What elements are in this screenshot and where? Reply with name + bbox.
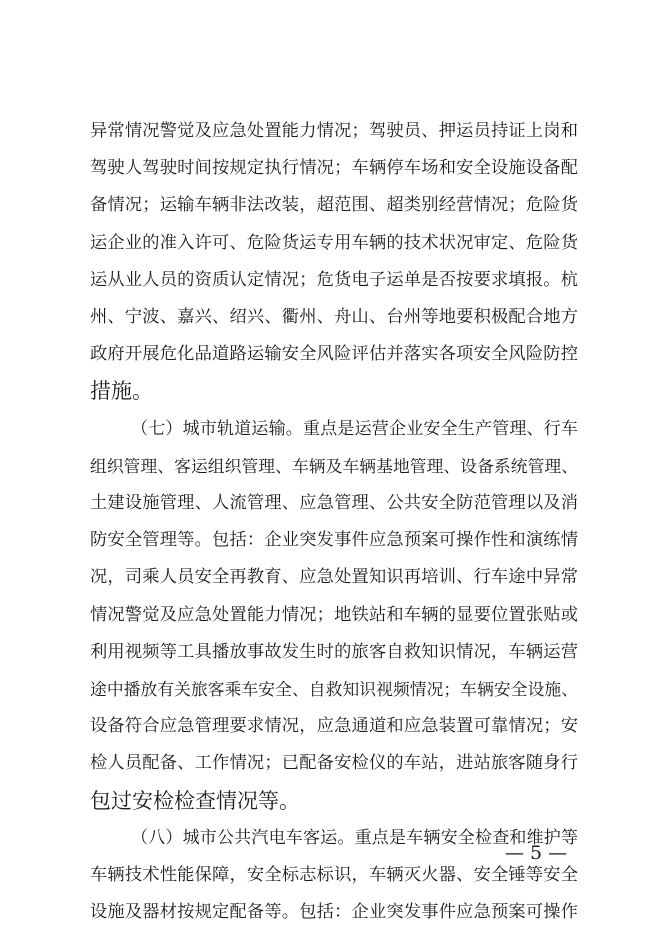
paragraph-line: 备情况；运输车辆非法改装，超范围、超类别经营情况；危险货: [90, 195, 578, 216]
paragraph-line: 措施。: [90, 379, 153, 404]
paragraph-line: 设施及器材按规定配备等。包括：企业突发事件应急预案可操作: [90, 902, 578, 923]
section-8-first-line-text: 重点是车辆安全检查和维护等: [354, 827, 579, 848]
paragraph-line: 运从业人员的资质认定情况；危货电子运单是否按要求填报。杭: [90, 269, 578, 290]
paragraph-line: 设备符合应急管理要求情况，应急通道和应急装置可靠情况；安: [90, 716, 578, 737]
paragraph-line: 州、宁波、嘉兴、绍兴、衢州、舟山、台州等地要积极配合地方: [90, 307, 578, 327]
section-7-heading: （七）城市轨道运输。: [131, 418, 303, 439]
paragraph-line: 驾驶人驾驶时间按规定执行情况；车辆停车场和安全设施设备配: [90, 158, 578, 179]
section-7-first-line: [131, 417, 578, 441]
paragraph-line: 检人员配备、工作情况；已配备安检仪的车站，进站旅客随身行: [90, 753, 578, 774]
paragraph-line: 情况警觉及应急处置能力情况；地铁站和车辆的显要位置张贴或: [90, 604, 578, 625]
paragraph-line: 组织管理、客运组织管理、车辆及车辆基地管理、设备系统管理、: [90, 455, 578, 476]
paragraph-line: 况，司乘人员安全再教育、应急处置知识再培训、行车途中异常: [90, 567, 578, 588]
paragraph-line: 运企业的准入许可、危险货运专用车辆的技术状况审定、危险货: [90, 232, 578, 253]
section-8-heading: （八）城市公共汽电车客运。: [131, 827, 355, 848]
page-number: — 5 —: [505, 842, 568, 864]
paragraph-line: 利用视频等工具播放事故发生时的旅客自救知识情况，车辆运营: [90, 641, 578, 662]
paragraph-line: 包过安检检查情况等。: [90, 788, 300, 813]
paragraph-line: 防安全管理等。包括：企业突发事件应急预案可操作性和演练情: [90, 530, 578, 551]
section-7-first-line-text: 重点是运营企业安全生产管理、行车: [303, 418, 578, 439]
paragraph-line: 车辆技术性能保障，安全标志标识，车辆灭火器、安全锤等安全: [90, 865, 578, 885]
paragraph-line: 途中播放有关旅客乘车安全、自救知识视频情况；车辆安全设施、: [90, 679, 578, 699]
paragraph-line: 政府开展危化品道路运输安全风险评估并落实各项安全风险防控: [90, 344, 578, 365]
paragraph-line: 土建设施管理、人流管理、应急管理、公共安全防范管理以及消: [90, 493, 578, 513]
paragraph-line: 异常情况警觉及应急处置能力情况；驾驶员、押运员持证上岗和: [90, 121, 578, 141]
